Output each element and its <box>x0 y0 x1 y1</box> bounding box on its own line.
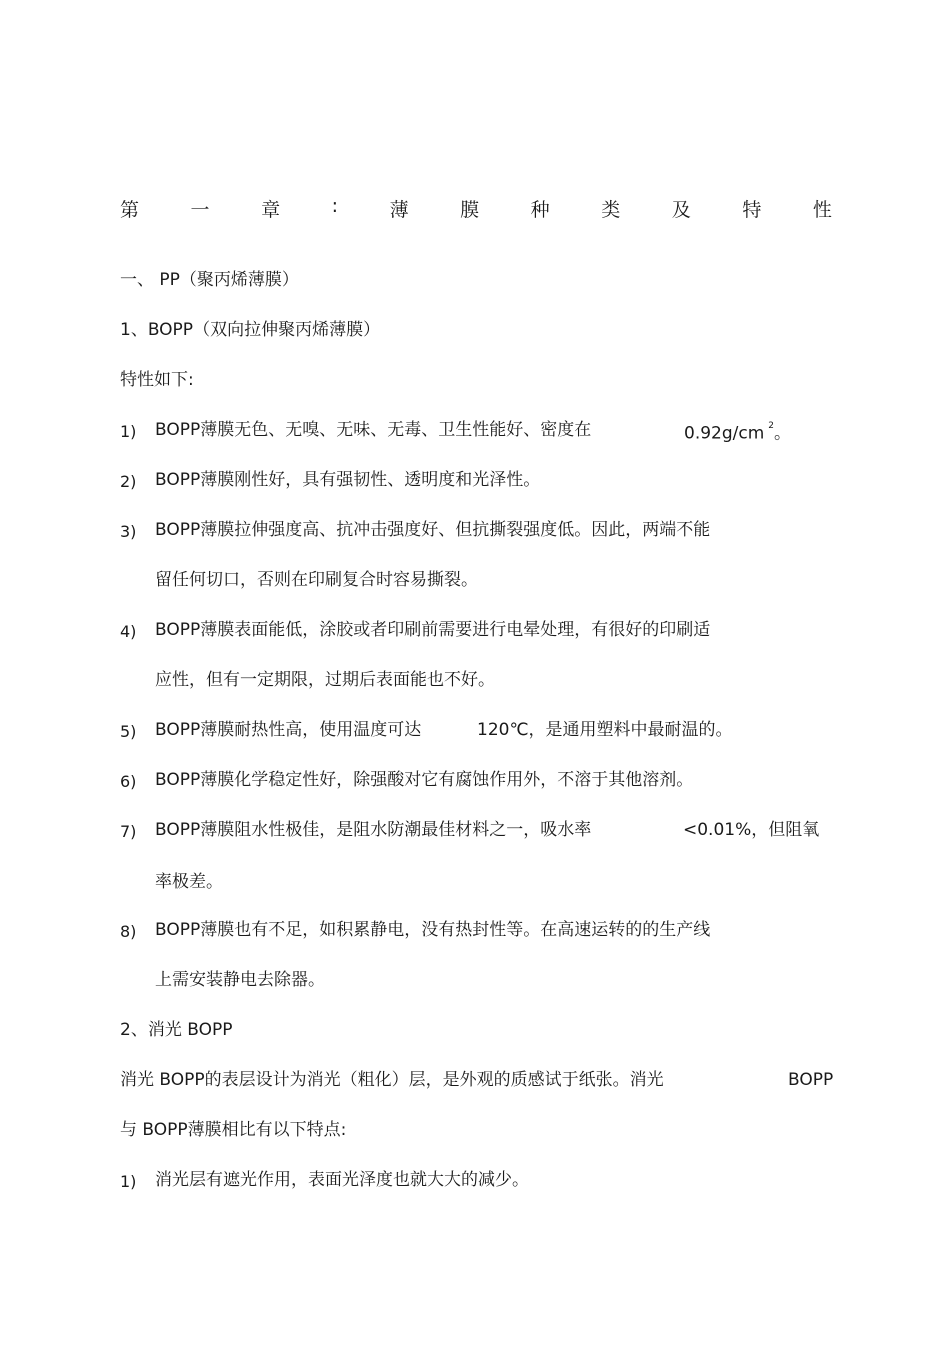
chapter-title <box>120 195 832 222</box>
title-char: 膜 <box>460 199 480 221</box>
paragraph-line-tail: BOPP <box>788 1070 834 1090</box>
list-item-text: BOPP薄膜也有不足，如积累静电，没有热封性等。在高速运转的的生产线 <box>155 920 711 940</box>
title-char: : <box>331 195 339 217</box>
title-char: 章 <box>261 199 281 221</box>
paragraph-line: 与 BOPP薄膜相比有以下特点: <box>120 1120 347 1140</box>
paragraph-line: 消光 BOPP的表层设计为消光（粗化）层，是外观的质感试于纸张。消光 <box>120 1070 664 1090</box>
list-item-value: 0.92g/cm $^2$。 <box>684 421 792 444</box>
list-item-continuation: 留任何切口，否则在印刷复合时容易撕裂。 <box>155 570 478 590</box>
list-number: 2) <box>120 472 137 491</box>
list-item-text: BOPP薄膜无色、无嗅、无味、无毒、卫生性能好、密度在 <box>155 420 592 440</box>
title-char: 及 <box>671 199 691 221</box>
superscript: 2 <box>768 421 775 431</box>
list-item-text-tail: 120℃，是通用塑料中最耐温的。 <box>477 720 733 740</box>
subsection-heading-matte-bopp: 2、消光 BOPP <box>120 1020 233 1040</box>
list-item-text: BOPP薄膜拉伸强度高、抗冲击强度好、但抗撕裂强度低。因此，两端不能 <box>155 520 711 540</box>
title-char: 一 <box>190 199 210 221</box>
list-number: 7) <box>120 822 137 841</box>
section-heading-pp: 一、 PP（聚丙烯薄膜） <box>120 270 299 290</box>
title-char: 种 <box>530 199 550 221</box>
title-char: 性 <box>812 199 832 221</box>
features-intro: 特性如下: <box>120 370 194 390</box>
list-number: 1) <box>120 1172 137 1191</box>
title-char: 类 <box>601 199 621 221</box>
list-item-text: BOPP薄膜阻水性极佳，是阻水防潮最佳材料之一，吸水率 <box>155 820 592 840</box>
list-number: 1) <box>120 422 137 441</box>
list-item-continuation: 应性，但有一定期限，过期后表面能也不好。 <box>155 670 495 690</box>
list-item-text-tail: <0.01%，但阻氧 <box>683 820 820 840</box>
list-item-continuation: 率极差。 <box>155 872 223 892</box>
list-item-text: BOPP薄膜化学稳定性好，除强酸对它有腐蚀作用外，不溶于其他溶剂。 <box>155 770 694 790</box>
list-number: 3) <box>120 522 137 541</box>
list-item-text: BOPP薄膜耐热性高，使用温度可达 <box>155 720 422 740</box>
title-char: 特 <box>742 199 762 221</box>
subsection-heading-bopp: 1、BOPP（双向拉伸聚丙烯薄膜） <box>120 320 381 340</box>
list-number: 5) <box>120 722 137 741</box>
title-char: 薄 <box>389 199 409 221</box>
list-item-text: BOPP薄膜刚性好，具有强韧性、透明度和光泽性。 <box>155 470 541 490</box>
list-number: 8) <box>120 922 137 941</box>
list-item-continuation: 上需安装静电去除器。 <box>155 970 325 990</box>
list-number: 4) <box>120 622 137 641</box>
title-char: 第 <box>120 199 140 221</box>
list-item-text: BOPP薄膜表面能低，涂胶或者印刷前需要进行电晕处理，有很好的印刷适 <box>155 620 711 640</box>
list-number: 6) <box>120 772 137 791</box>
list-item-text: 消光层有遮光作用，表面光泽度也就大大的减少。 <box>155 1170 529 1190</box>
